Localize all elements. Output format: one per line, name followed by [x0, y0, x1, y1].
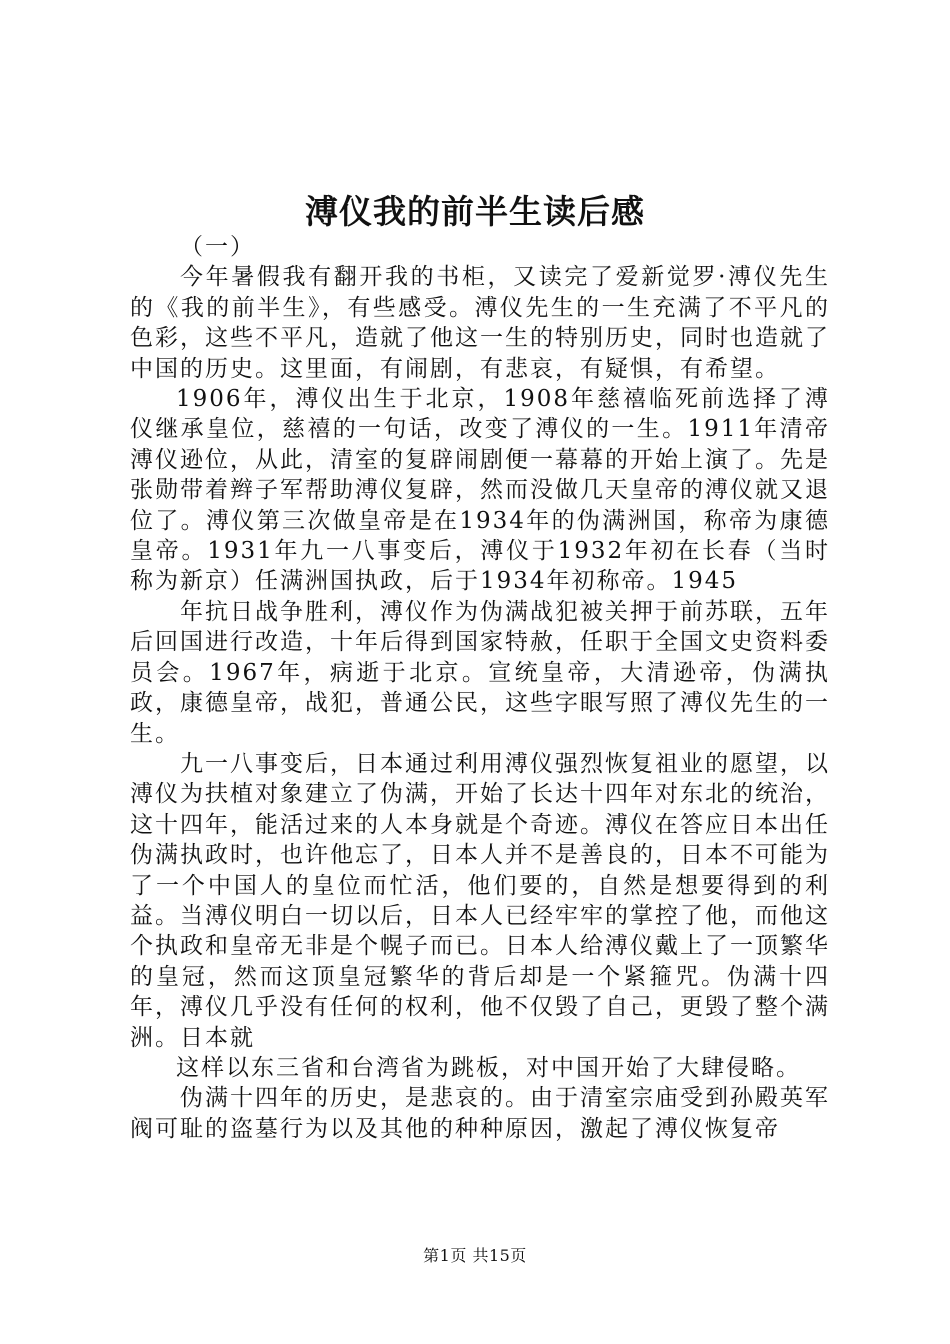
paragraph: 年抗日战争胜利，溥仪作为伪满战犯被关押于前苏联，五年后回国进行改造，十年后得到国家特赦，任职于全国文史资料委员会。1967年，病逝于北京。宣统皇帝，大清逊帝，伪满执政，康德皇帝，战犯，普通公民，这些字眼写照了溥仪先生的一生。: [130, 598, 830, 747]
document-body: [130, 232, 830, 1144]
paragraph: 九一八事变后，日本通过利用溥仪强烈恢复祖业的愿望，以溥仪为扶植对象建立了伪满，开始了长达十四年对东北的统治，这十四年，能活过来的人本身就是个奇迹。溥仪在答应日本出任伪满执政时，也许他忘了，日本人并不是善良的，日本不可能为了一个中国人的皇位而忙活，他们要的，自然是想要得到的利益。当溥仪明白一切以后，日本人已经牢牢的掌控了他，而他这个执政和皇帝无非是个幌子而已。日本人给溥仪戴上了一顶繁华的皇冠，然而这顶皇冠繁华的背后却是一个紧箍咒。伪满十四年，溥仪几乎没有任何的权利，他不仅毁了自己，更毁了整个满洲。日本就: [130, 750, 830, 1051]
paragraph: 这样以东三省和台湾省为跳板，对中国开始了大肆侵略。: [176, 1054, 801, 1081]
paragraph: 今年暑假我有翻开我的书柜，又读完了爱新觉罗·溥仪先生的《我的前半生》，有些感受。溥仪先生的一生充满了不平凡的色彩，这些不平凡，造就了他这一生的特别历史，同时也造就了中国的历史。这里面，有闹剧，有悲哀，有疑惧，有希望。: [130, 264, 830, 382]
paragraph: 伪满十四年的历史，是悲哀的。由于清室宗庙受到孙殿英军阀可耻的盗墓行为以及其他的种种原因，激起了溥仪恢复帝: [130, 1085, 830, 1142]
page-footer: 第1页 共15页: [423, 1246, 527, 1265]
section-label: （一）: [180, 234, 255, 260]
paragraph: 1906年，溥仪出生于北京，1908年慈禧临死前选择了溥仪继承皇位，慈禧的一句话，改变了溥仪的一生。1911年清帝溥仪逊位，从此，清室的复辟闹剧便一幕幕的开始上演了。先是张勋带着辫子军帮助溥仪复辟，然而没做几天皇帝的溥仪就又退位了。溥仪第三次做皇帝是在1934年的伪满洲国，称帝为康德皇帝。1931年九一八事变后，溥仪于1932年初在长春（当时称为新京）任满洲国执政，后于1934年初称帝。1945: [130, 386, 830, 595]
document-title: 溥仪我的前半生读后感: [305, 192, 645, 231]
